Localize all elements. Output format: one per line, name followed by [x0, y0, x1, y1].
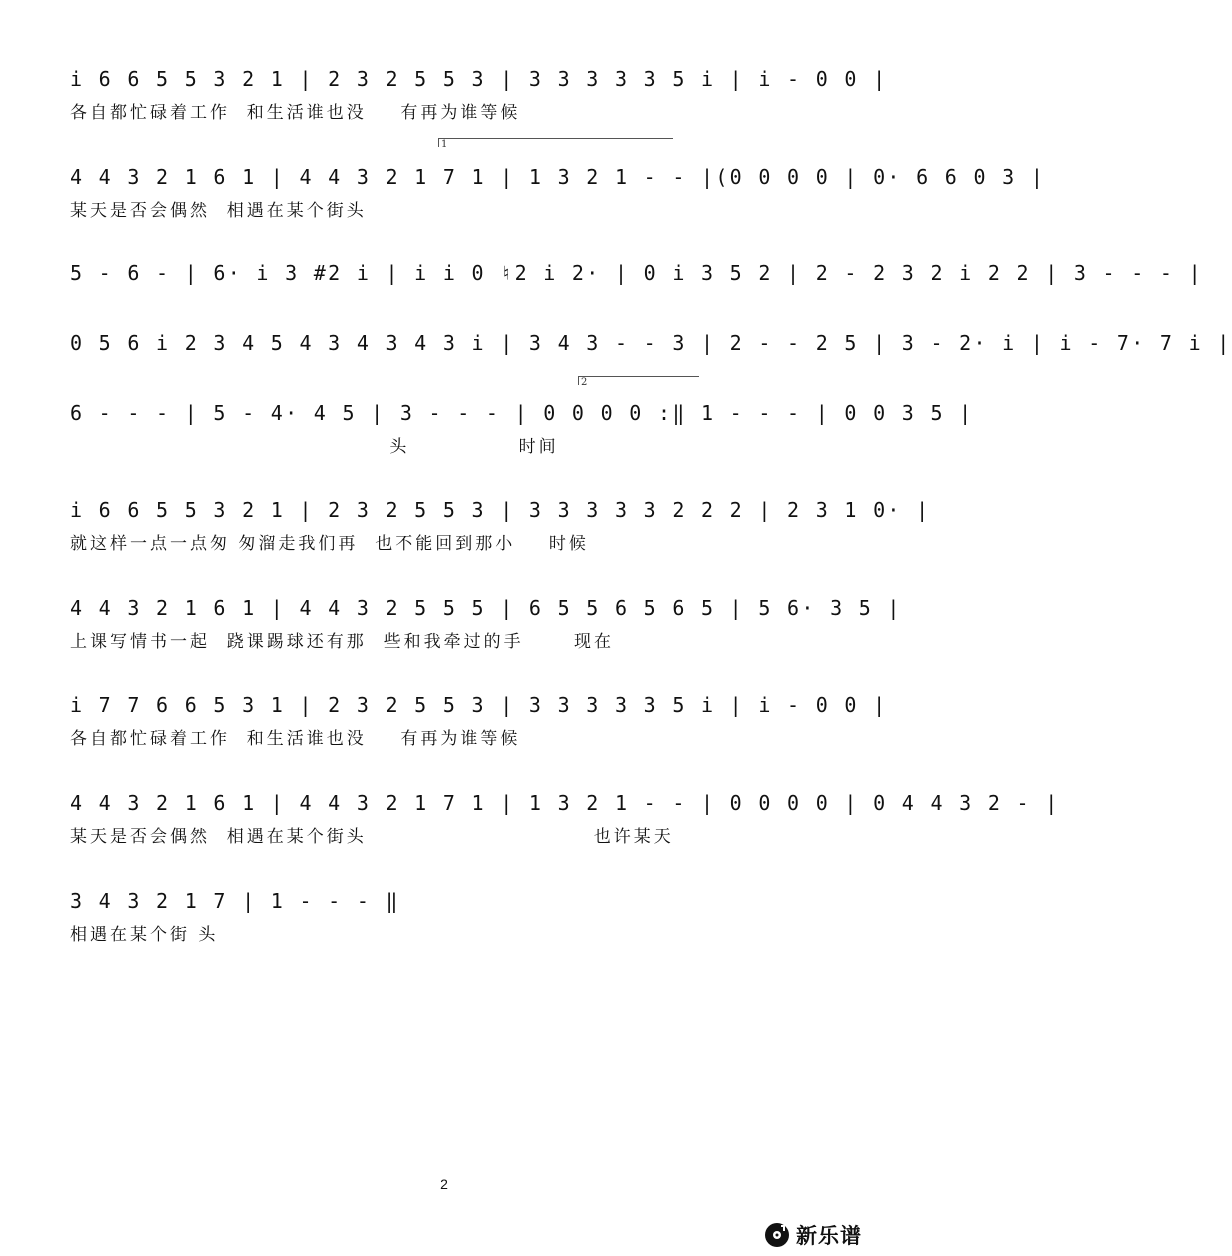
notation-line: 4 4 3 2 1 6 1 | 4 4 3 2 5 5 5 | 6 5 5 6 5 6 5 | 5 6· 3 5 |	[70, 596, 902, 620]
lyric-line	[70, 364, 840, 390]
notation-line: 6 - - - | 5 - 4· 4 5 | 3 - - - | 0 0 0 0 :‖ 1 - - - | 0 0 3 5 |	[70, 401, 974, 425]
lyric-line: 头 时间	[70, 437, 559, 457]
score-system-8	[70, 688, 888, 758]
lyric-line: 相遇在某个街 头	[70, 925, 219, 945]
score-system-7	[70, 591, 902, 661]
notation-line: 4 4 3 2 1 6 1 | 4 4 3 2 1 7 1 | 1 3 2 1 - - | 0 0 0 0 | 0 4 4 3 2 - |	[70, 791, 1060, 815]
lyric-line	[70, 294, 840, 320]
lyric-line: 各自都忙碌着工作 和生活谁也没 有再为谁等候	[70, 103, 521, 123]
notation-line: i 6 6 5 5 3 2 1 | 2 3 2 5 5 3 | 3 3 3 3 3 2 2 2 | 2 3 1 0· |	[70, 498, 931, 522]
notation-line: i 7 7 6 6 5 3 1 | 2 3 2 5 5 3 | 3 3 3 3 3 5 i | i - 0 0 |	[70, 693, 888, 717]
notation-line: 3 4 3 2 1 7 | 1 - - - ‖	[70, 889, 400, 913]
volta-number: 1	[441, 139, 448, 150]
notation-line: 4 4 3 2 1 6 1 | 4 4 3 2 1 7 1 | 1 3 2 1 - - |(0 0 0 0 | 0· 6 6 0 3 |	[70, 165, 1046, 189]
notation-line: i 6 6 5 5 3 2 1 | 2 3 2 5 5 3 | 3 3 3 3 3 5 i | i - 0 0 |	[70, 67, 888, 91]
score-system-6	[70, 493, 931, 563]
score-system-5	[70, 377, 974, 466]
score-system-1	[70, 62, 888, 132]
notation-line: 0 5 6 i 2 3 4 5 4 3 4 3 4 3 i | 3 4 3 - - 3 | 2 - - 2 5 | 3 - 2· i | i - 7· 7 i |	[70, 331, 1232, 355]
music-disc-icon	[764, 1222, 790, 1248]
score-system-10	[70, 884, 840, 954]
page-number: 2	[440, 1176, 448, 1192]
volta-line	[438, 138, 673, 147]
lyric-line: 某天是否会偶然 相遇在某个街头 也许某天	[70, 827, 674, 847]
lyric-line: 各自都忙碌着工作 和生活谁也没 有再为谁等候	[70, 729, 521, 749]
score-system-2	[70, 139, 1046, 230]
lyric-line: 就这样一点一点匆 匆溜走我们再 也不能回到那小 时候	[70, 534, 589, 554]
brand-watermark	[764, 1220, 862, 1250]
volta-number: 2	[581, 377, 588, 388]
score-system-3	[70, 256, 1203, 326]
lyric-line: 上课写情书一起 跷课踢球还有那 些和我牵过的手 现在	[70, 632, 615, 652]
score-system-9	[70, 786, 1060, 856]
lyric-line: 某天是否会偶然 相遇在某个街头	[70, 201, 367, 221]
notation-line: 5 - 6 - | 6· i 3 #2 i | i i 0 ♮2 i 2· | 0 i 3 5 2 | 2 - 2 3 2 i 2 2 | 3 - - - |	[70, 261, 1203, 285]
score-system-4	[70, 326, 1232, 396]
brand-name: 新乐谱	[796, 1224, 862, 1248]
